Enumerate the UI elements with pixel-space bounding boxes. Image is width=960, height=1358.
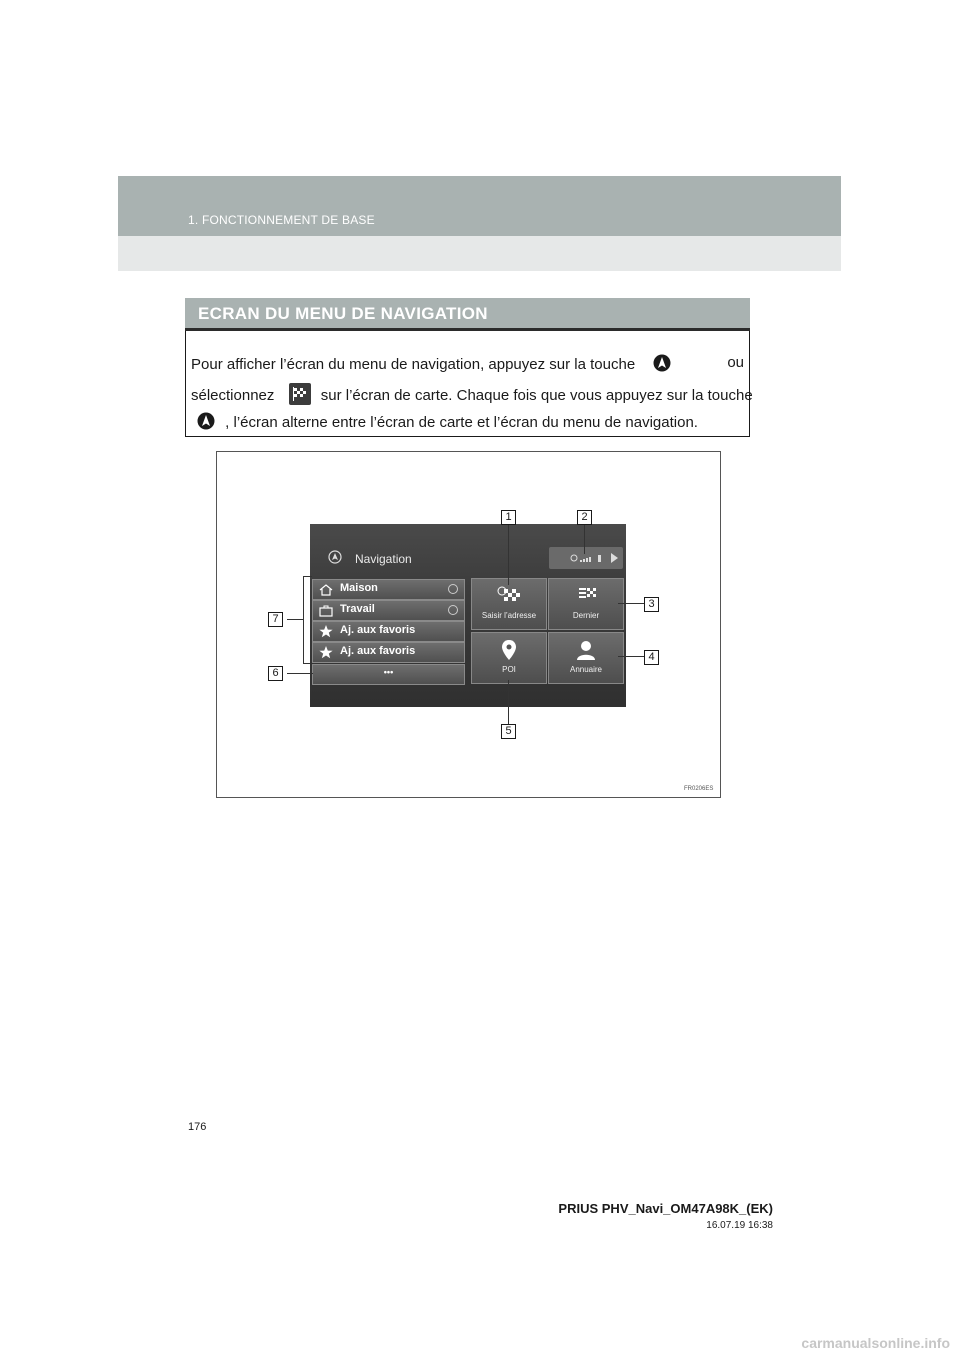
list-item-label: Aj. aux favoris bbox=[340, 624, 416, 636]
callout-line-5 bbox=[508, 680, 509, 724]
figure-code: FR0206ES bbox=[684, 786, 714, 792]
tile-last-destinations[interactable] bbox=[548, 578, 624, 630]
person-icon bbox=[575, 639, 597, 661]
status-area bbox=[549, 547, 623, 569]
intro-line-2 bbox=[191, 383, 753, 409]
intro-text-3: , l’écran alterne entre l’écran de carte et l’écran du menu de navigation. bbox=[225, 413, 698, 431]
list-item-label: Aj. aux favoris bbox=[340, 645, 416, 657]
callout-3: 3 bbox=[644, 597, 659, 612]
intro-text-1a: Pour afficher l’écran du menu de navigation, appuyez sur la touche bbox=[191, 355, 636, 373]
flag-icon bbox=[289, 383, 311, 409]
list-item-favorite-1[interactable] bbox=[312, 621, 465, 642]
navigation-menu-screen bbox=[310, 524, 626, 707]
footer-model: PRIUS PHV_Navi_OM47A98K_(EK) bbox=[558, 1201, 773, 1216]
callout-6: 6 bbox=[268, 666, 283, 681]
tile-poi[interactable] bbox=[471, 632, 547, 684]
tile-enter-address[interactable] bbox=[471, 578, 547, 630]
callout-2: 2 bbox=[577, 510, 592, 525]
footer-date: 16.07.19 16:38 bbox=[706, 1220, 773, 1231]
callout-line-7 bbox=[287, 619, 303, 620]
callout-5: 5 bbox=[501, 724, 516, 739]
screen-title: Navigation bbox=[355, 552, 412, 566]
callout-line-4 bbox=[618, 656, 644, 657]
map-pin-icon bbox=[501, 639, 517, 661]
callout-bracket-7 bbox=[303, 576, 304, 664]
intro-line-3 bbox=[197, 412, 698, 434]
callout-1: 1 bbox=[501, 510, 516, 525]
navigation-icon bbox=[328, 550, 342, 569]
callout-line-2 bbox=[584, 523, 585, 554]
header-subband bbox=[118, 236, 841, 271]
callout-7: 7 bbox=[268, 612, 283, 627]
list-item-favorite-2[interactable] bbox=[312, 642, 465, 663]
checkered-flag-icon bbox=[496, 585, 522, 607]
list-item-more[interactable] bbox=[312, 664, 465, 685]
tile-label: Annuaire bbox=[569, 665, 603, 674]
callout-bracket-7-bottom bbox=[303, 663, 312, 664]
star-icon bbox=[319, 625, 333, 643]
tile-label: POI bbox=[502, 665, 516, 674]
chapter-heading: 1. FONCTIONNEMENT DE BASE bbox=[188, 213, 375, 227]
callout-line-6 bbox=[287, 673, 313, 674]
more-label: ••• bbox=[383, 667, 394, 677]
intro-text-1b: ou bbox=[727, 354, 744, 371]
list-item-home[interactable] bbox=[312, 579, 465, 600]
section-title: ECRAN DU MENU DE NAVIGATION bbox=[198, 304, 488, 323]
tile-contacts[interactable] bbox=[548, 632, 624, 684]
tile-label: Dernier bbox=[572, 611, 600, 620]
home-icon bbox=[319, 583, 333, 601]
intro-text-2b: sur l’écran de carte. Chaque fois que vous appuyez sur la touche bbox=[320, 386, 753, 404]
callout-line-1 bbox=[508, 523, 509, 585]
recent-flag-icon bbox=[573, 585, 599, 607]
briefcase-icon bbox=[319, 604, 333, 622]
header-band bbox=[118, 176, 841, 236]
callout-bracket-7-top bbox=[303, 576, 312, 577]
intro-line-1 bbox=[191, 354, 744, 376]
star-icon bbox=[319, 646, 333, 664]
navigation-button-icon bbox=[197, 412, 215, 434]
callout-line-3 bbox=[618, 603, 644, 604]
navigation-button-icon bbox=[653, 354, 671, 376]
callout-4: 4 bbox=[644, 650, 659, 665]
watermark: carmanualsonline.info bbox=[801, 1335, 950, 1351]
list-item-label: Maison bbox=[340, 582, 378, 594]
page-number: 176 bbox=[188, 1121, 207, 1133]
clock-icon bbox=[448, 584, 458, 594]
clock-icon bbox=[448, 605, 458, 615]
tile-label: Saisir l’adresse bbox=[481, 611, 537, 620]
list-item-label: Travail bbox=[340, 603, 375, 615]
intro-text-2a: sélectionnez bbox=[191, 386, 275, 404]
list-item-work[interactable] bbox=[312, 600, 465, 621]
